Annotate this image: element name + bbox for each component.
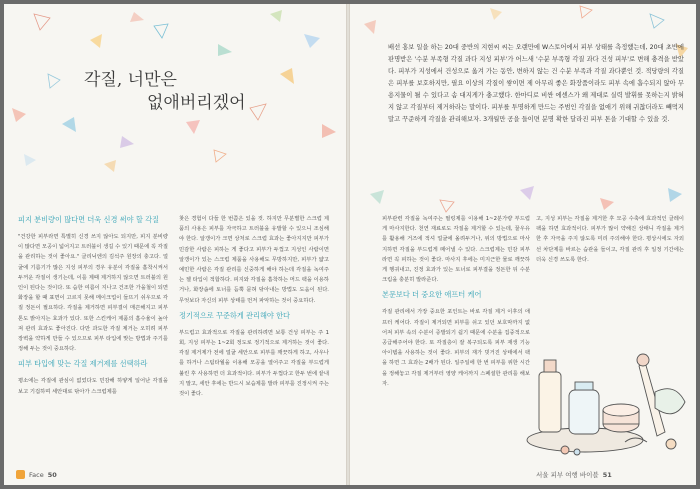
article-title-line-2: 없애버리겠어: [147, 93, 246, 113]
page-number: 50: [47, 470, 57, 479]
left-page: [4, 4, 346, 485]
section-heading: 정기적으로 꾸준하게 관리해야 한다: [179, 310, 291, 320]
article-title-line-1: 각질, 너만은: [84, 70, 177, 90]
page-number: 51: [602, 470, 612, 479]
folio-label: 서울 피부 여행 바이블: [536, 471, 599, 479]
section-heading: 피부 타입에 맞는 각질 제거제를 선택하라: [18, 359, 148, 369]
right-page-column-2: [536, 214, 684, 269]
body-paragraph: "건강한 피부라면 특별히 신경 쓰지 않아도 되지만, 피지 분비량이 많다면 모공이 넓어지고 트러블이 생길 수 있기 때문에 꼭 각질을 관리하는 것이 좋아요." 클리닉엔의 김석주 원장의 충고다. 얼굴에 기름기가 많은 지성 피부의 경우 유분이 각질을 흡착시켜서 두꺼운 각질이 생기는데, 이를 제때 제거하지 않으면 트러블의 원인이 된다는 것이다. 또 습한 여름이 지나고 건조한 가을철이 되면 화장을 할 때 표면이 고르지 못해 메이크업이 들뜨기 쉬우므로 각질 정돈이 필요하다. 각질을 제거하면 피부결이 매끈해지고 피부 톤도 밝아지는 효과가 있다. 또한 스킨케어 제품의 흡수율이 높아져 관리 효과도 좋아진다. 다만 과도한 각질 제거는 오히려 피부 장벽을 약하게 만들 수 있으므로 피부 타입에 맞는 방법과 주기를 정해 두는 것이 중요하다.: [18, 234, 168, 353]
body-paragraph: 고, 지성 피부는 각질을 제거한 후 모공 수축에 효과적인 클레이 팩을 하면 효과적이다. 피부가 많이 약해진 상태니 각질을 제거한 후 자극을 주지 않도록 미리 주의해야 한다. 평상시에도 자외선 차단제를 바르는 습관을 들이고, 각질 관리 후 일정 기간에는 더욱 신경 쓰도록 한다.: [536, 216, 684, 263]
folio-label: Face: [29, 470, 44, 479]
right-page: [350, 4, 696, 485]
body-paragraph: 평소에는 각질에 관심이 없었다도 민감해 하얗게 일어난 각질을 보고 기겁하며 세안대로 닦아가 스크럽제를: [18, 378, 168, 395]
section-heading: 피지 분비량이 많다면 더욱 신경 써야 할 각질: [18, 215, 159, 224]
left-page-column-2: [179, 214, 329, 403]
skincare-products-illustration: [525, 332, 690, 462]
right-page-column-1: [382, 214, 530, 393]
body-paragraph: 피부관련 각질을 녹여주는 필링제를 이용해 1~2분가량 부드럽게 마사지한다. 천연 재료로도 각질을 제거할 수 있는데, 꿀우유를 활용해 거즈에 적셔 얼굴에 올려두거나, 위의 방법으로 마사지하면 각질을 부드럽게 떼어낼 수 있다. 스크럽제는 민감 피부라면 꼭 피하는 것이 좋다. 마사지 후에는 미지근한 물로 깨끗하게 헹궈내고, 진정 효과가 있는 토너로 피부결을 정돈한 뒤 수분 크림을 충분히 발라준다.: [382, 216, 530, 284]
article-intro-paragraph: 배선 홍보 일을 하는 20대 중반의 지현씨 씨는 오랜만에 W스토어에서 피부 상태를 측정했는데, 20대 초반에 판명받은 '수분 부족형 각질 과다 지성 피부'가 어느새 '수분 부족형 각질 과다 건성 피부'로 변해 충격을 받았다. 피부가 지성에서 건성으로 옮겨 가는 동안, 변하지 않는 건 수분 부족과 각질 과다뿐인 것. 적당량의 각질은 피부를 보호하지만, 필요 이상의 각질이 쌓이면 제 아무리 좋은 화장품이라도 피부 속에 흡수되지 않아 무용지물이 될 수 있다고 솜 대지게가 충고했다. 한마디로 비싼 에센스가 왜 제대로 실력 발휘를 못하는지 밝혀지 않고 각질부터 제거하라는 말이다. 피부를 투명하게 만드는 주범인 각질을 없애기 위해 귀찮더라도 빼먹지 말고 꾸준하게 각질을 관리해보자. 3개월만 공을 들이면 분명 확한 달라진 피부 톤을 기대할 수 있을 것.: [388, 44, 684, 123]
right-folio: [536, 470, 612, 479]
section-heading: 본문보다 더 중요한 애프터 케어: [382, 290, 482, 300]
body-paragraph: 찾은 경험이 다들 한 번쯤은 있을 것. 하지만 무분별한 스크럽 제품의 사용은 피부를 자극하고 트러블을 유발할 수 있으니 조심해야 한다. 알갱이가 크면 상처로 스크럽 효과는 좋아지지만 피부가 민감한 사람은 피하는 게 좋다고 피부가 두껍고 지성인 사람이면 알갱이가 있는 스크럽 제품을 사용해도 무방하지만, 피부가 얇고 예민한 사람은 각질 관리를 신중하게 해야 하는데 각질을 녹여주는 젤 타입이 적합하다. 피지와 각질을 흡착하는 머드 팩을 이용하거나, 화장솜에 토너를 듬뿍 묻혀 닦아내는 방법도 도움이 된다. 무엇보다 자신의 피부 상태를 먼저 파악하는 것이 중요하다.: [179, 216, 329, 304]
body-paragraph: 각질 관리에서 가장 중요한 포인트는 바로 각질 제거 이후의 애프터 케어다. 각질이 제거되면 피부를 쉬고 있던 보호막까지 없어져 피부 속의 수분이 증발되기 쉽기 때문에 수분을 집중적으로 공급해주어야 한다. 또 각질층이 잘 복구되도록 피부 재생 기능 아이템을 사용하는 것이 좋다. 피부의 재가 빗거진 상태에서 팩을 하면 그 효과는 2배가 된다. 일주일에 한 번 피부를 위한 시간을 정해놓고 각질 제거부터 영양 케어까지 스페셜한 관리를 해보자.: [382, 309, 530, 387]
left-page-column-1: [18, 214, 168, 401]
left-folio: [16, 470, 57, 479]
section-marker-icon: [16, 470, 25, 479]
body-paragraph: 부드럽고 효과적으로 각질을 관리하려면 보통 건성 피부는 주 1회, 지성 피부는 1~2회 정도로 정기적으로 제거하는 것이 좋다. 각질 제거제가 전에 얼굴 세안으로 피부를 깨끗하게 하고, 사우나를 하거나 스팀타월을 이용해 모공을 열어주고 각질을 부드럽게 불린 후 사용하면 더 효과적이다. 피부가 두껍다고 한두 번에 끝내지 말고, 세안 후에는 반드시 보습제를 발라 피부를 진정시켜 주는 것이 좋다.: [179, 329, 329, 398]
